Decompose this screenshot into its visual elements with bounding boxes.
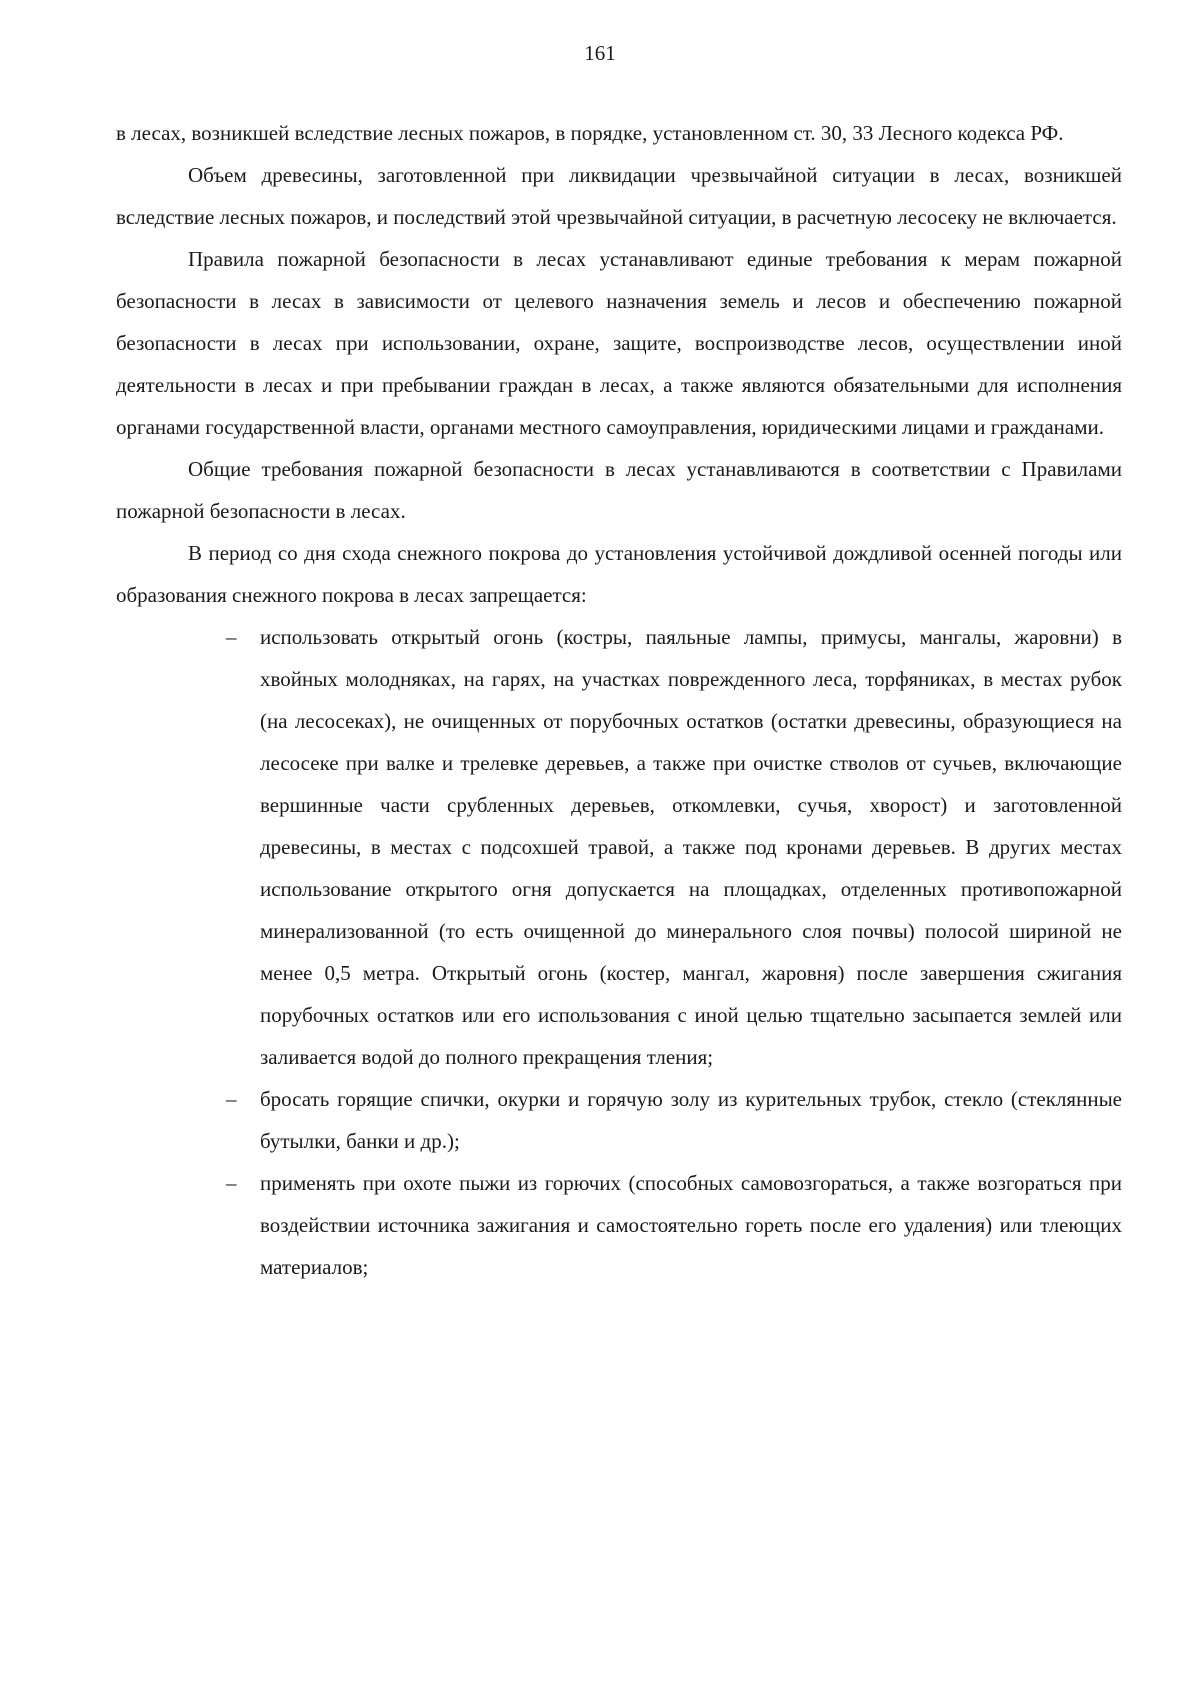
dash-marker: – [226, 1087, 237, 1111]
list-item-text: применять при охоте пыжи из горючих (способных самовозгораться, а также возгораться при воздействии источника зажигания и самостоятельно гореть после его удаления) или тлеющих материалов; [260, 1171, 1122, 1279]
document-body [116, 112, 1122, 1288]
dash-marker: – [226, 625, 237, 649]
list-item-text: бросать горящие спички, окурки и горячую золу из курительных трубок, стекло (стеклянные бутылки, банки и др.); [260, 1087, 1122, 1153]
list-item [226, 1078, 1122, 1162]
paragraph-5: В период со дня схода снежного покрова до установления устойчивой дождливой осенней погоды или образования снежного покрова в лесах запрещается: [116, 541, 1122, 607]
dash-marker: – [226, 1171, 237, 1195]
paragraph-1: в лесах, возникшей вследствие лесных пожаров, в порядке, установленном ст. 30, 33 Лесного кодекса РФ. [116, 121, 1064, 145]
page-number: 161 [584, 41, 616, 65]
list-item [226, 1162, 1122, 1288]
list-item-text: использовать открытый огонь (костры, паяльные лампы, примусы, мангалы, жаровни) в хвойных молодняках, на гарях, на участках поврежденного леса, торфяниках, в местах рубок (на лесосеках), не очищенных от порубочных остатков (остатки древесины, образующиеся на лесосеке при валке и трелевке деревьев, а также при очистке стволов от сучьев, включающие вершинные части срубленных деревьев, откомлевки, сучья, хворост) и заготовленной древесины, в местах с подсохшей травой, а также под кронами деревьев. В других местах использование открытого огня допускается на площадках, отделенных противопожарной минерализованной (то есть очищенной до минерального слоя почвы) полосой шириной не менее 0,5 метра. Открытый огонь (костер, мангал, жаровня) после завершения сжигания порубочных остатков или его использования с иной целью тщательно засыпается землей или заливается водой до полного прекращения тления; [260, 625, 1122, 1069]
list-item [226, 616, 1122, 1078]
paragraph-2: Объем древесины, заготовленной при ликвидации чрезвычайной ситуации в лесах, возникшей вследствие лесных пожаров, и последствий этой чрезвычайной ситуации, в расчетную лесосеку не включается. [116, 163, 1122, 229]
prohibitions-list [116, 616, 1122, 1288]
paragraph-4: Общие требования пожарной безопасности в лесах устанавливаются в соответствии с Правилами пожарной безопасности в лесах. [116, 457, 1122, 523]
paragraph-3: Правила пожарной безопасности в лесах устанавливают единые требования к мерам пожарной безопасности в лесах в зависимости от целевого назначения земель и лесов и обеспечению пожарной безопасности в лесах при использовании, охране, защите, воспроизводстве лесов, осуществлении иной деятельности в лесах и при пребывании граждан в лесах, а также являются обязательными для исполнения органами государственной власти, органами местного самоуправления, юридическими лицами и гражданами. [116, 247, 1122, 439]
